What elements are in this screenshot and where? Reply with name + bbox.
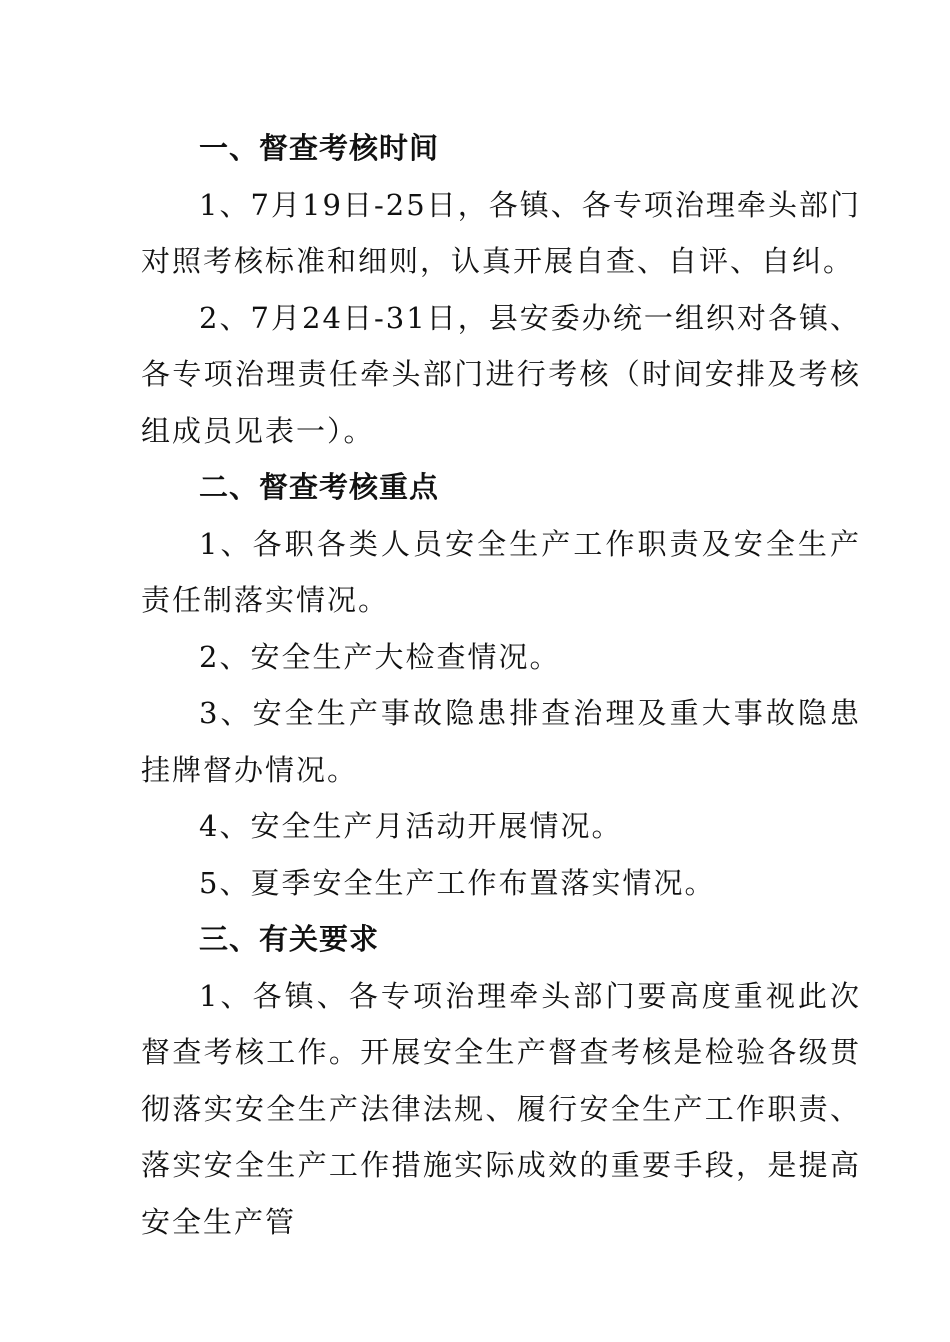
section-heading-requirements: 三、有关要求 (199, 922, 380, 956)
paragraph: 1、各职各类人员安全生产工作职责及安全生产责任制落实情况。 (141, 526, 861, 617)
section-heading-focus: 二、督查考核重点 (199, 470, 440, 504)
paragraph: 1、7月19日-25日，各镇、各专项治理牵头部门对照考核标准和细则，认真开展自查、自评、自纠。 (141, 187, 861, 278)
document-body (141, 120, 861, 1250)
paragraph: 2、安全生产大检查情况。 (199, 639, 561, 674)
section-heading-time: 一、督查考核时间 (199, 131, 440, 165)
paragraph: 2、7月24日-31日，县安委办统一组织对各镇、各专项治理责任牵头部门进行考核（时间安排及考核组成员见表一）。 (141, 300, 861, 448)
paragraph: 3、安全生产事故隐患排查治理及重大事故隐患挂牌督办情况。 (141, 696, 861, 787)
paragraph: 5、夏季安全生产工作布置落实情况。 (199, 865, 716, 900)
paragraph: 4、安全生产月活动开展情况。 (199, 809, 623, 843)
paragraph: 1、各镇、各专项治理牵头部门要高度重视此次督查考核工作。开展安全生产督查考核是检验各级贯彻落实安全生产法律法规、履行安全生产工作职责、落实安全生产工作措施实际成效的重要手段，是提高安全生产管 (141, 978, 861, 1239)
